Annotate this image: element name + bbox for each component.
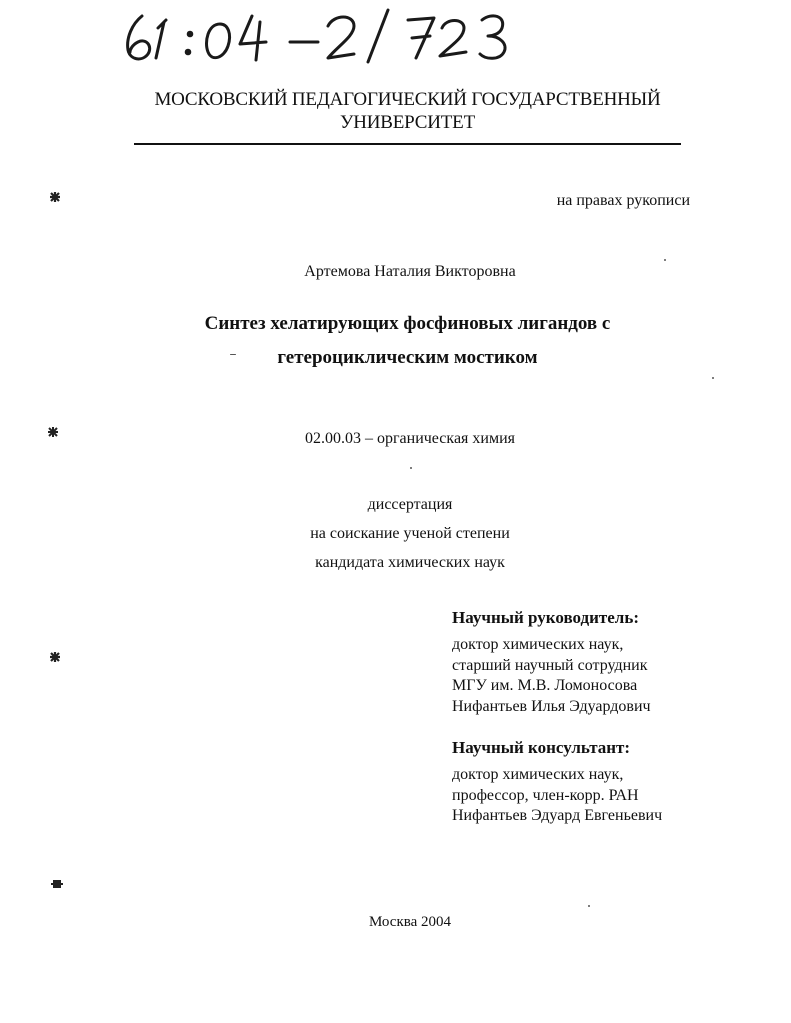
supervisor-heading: Научный руководитель: <box>452 608 639 627</box>
binding-mark-icon <box>50 877 64 891</box>
manuscript-note: на правах рукописи <box>556 192 690 209</box>
university-name-line2: УНИВЕРСИТЕТ <box>340 112 475 133</box>
dissertation-title <box>130 307 685 375</box>
title-line2: гетероциклическим мостиком <box>277 347 538 368</box>
consultant-line: доктор химических наук, <box>452 766 624 783</box>
header-divider <box>134 143 681 145</box>
specialty-code: 02.00.03 – органическая химия <box>304 430 516 447</box>
degree-line3: кандидата химических наук <box>315 554 505 571</box>
degree-line2: на соискание ученой степени <box>310 525 510 542</box>
binding-mark-icon <box>48 190 62 204</box>
scan-speck <box>230 354 236 355</box>
supervisor-line: МГУ им. М.В. Ломоносова <box>452 677 638 694</box>
consultant-heading: Научный консультант: <box>452 738 631 757</box>
supervisor-line: доктор химических наук, <box>452 636 624 653</box>
handwritten-archive-code <box>120 2 540 72</box>
consultant-line: профессор, член-корр. РАН <box>452 786 639 804</box>
scan-speck <box>712 377 714 379</box>
author-name: Артемова Наталия Викторовна <box>304 263 516 280</box>
scan-speck <box>664 259 666 261</box>
city-year: Москва 2004 <box>368 914 452 930</box>
title-line1: Синтез хелатирующих фосфиновых лигандов с <box>204 313 611 334</box>
scan-speck <box>588 905 590 907</box>
university-name <box>120 88 695 134</box>
supervisor-line: Нифантьев Илья Эдуардович <box>452 697 651 715</box>
university-name-line1: МОСКОВСКИЙ ПЕДАГОГИЧЕСКИЙ ГОСУДАРСТВЕННЫЙ <box>154 89 661 110</box>
supervisor-block <box>452 607 752 717</box>
supervisor-line: старший научный сотрудник <box>452 656 648 674</box>
binding-mark-icon <box>48 650 62 664</box>
consultant-line: Нифантьев Эдуард Евгеньевич <box>452 807 663 824</box>
consultant-block <box>452 737 752 827</box>
degree-description <box>200 490 620 577</box>
scan-speck <box>410 467 412 469</box>
degree-line1: диссертация <box>367 496 453 513</box>
binding-mark-icon <box>46 425 60 439</box>
